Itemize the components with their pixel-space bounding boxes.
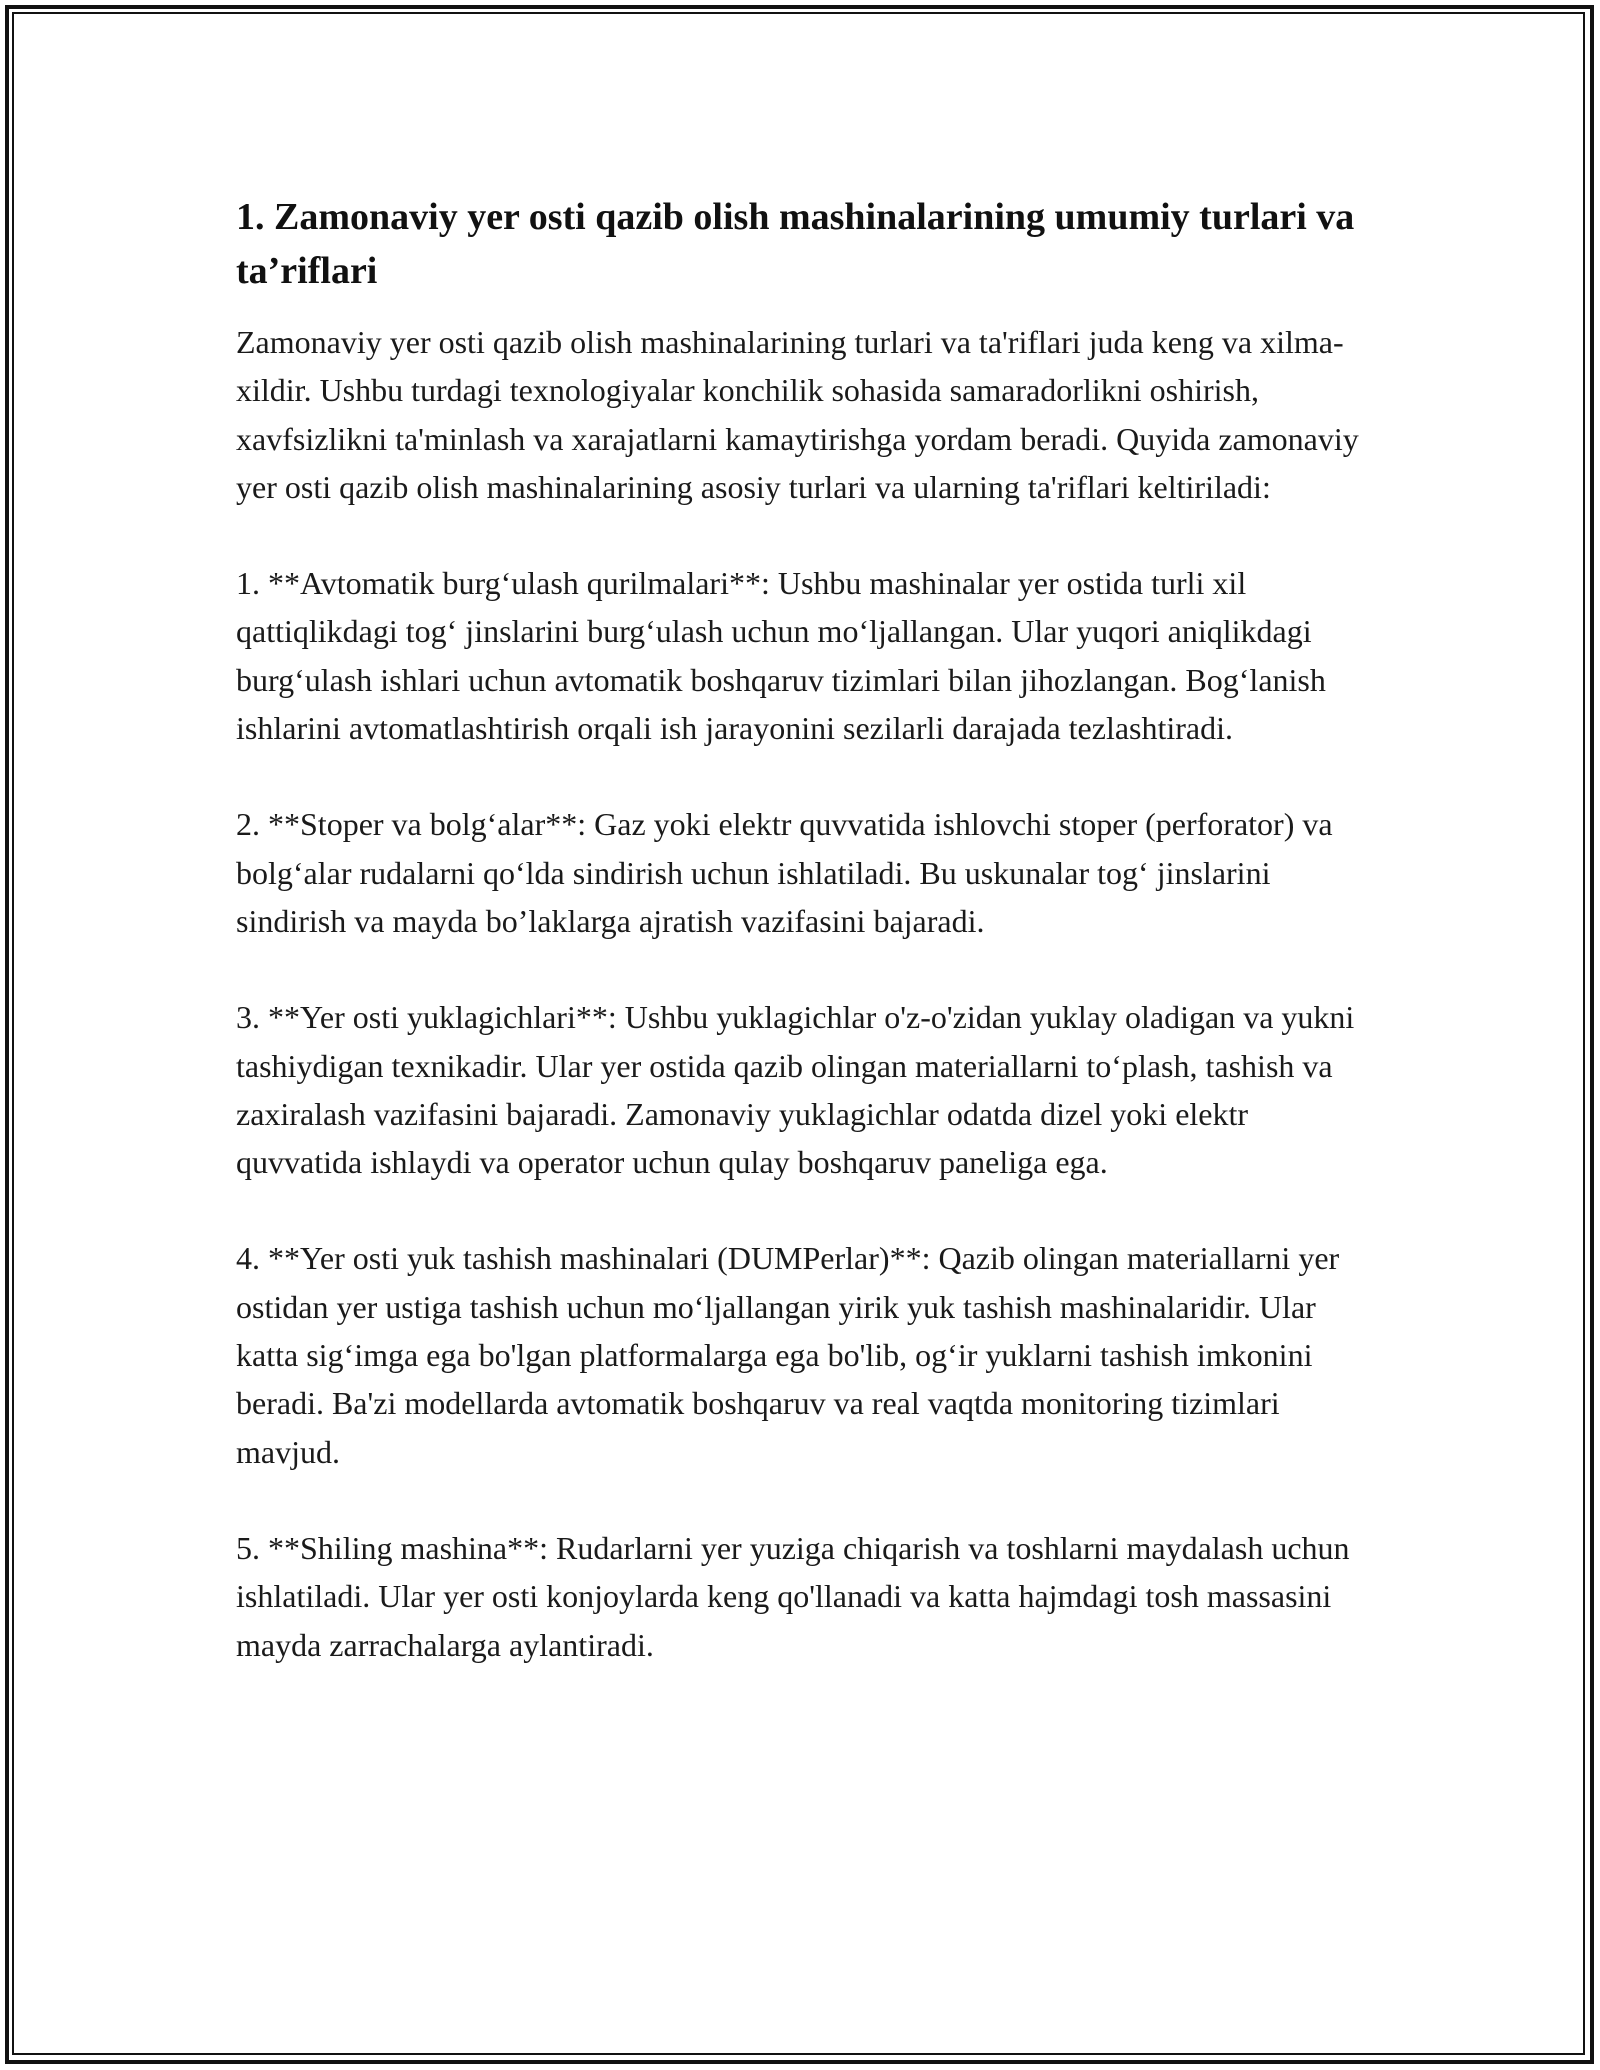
list-item-dump-trucks: 4. **Yer osti yuk tashish mashinalari (DUMPerlar)**: Qazib olingan materiallarni yer ostidan yer ustiga tashish uchun mo‘ljallangan yirik yuk tashish mashinalaridir. Ular katta sig‘imga ega bo'lgan platformalarga ega bo'lib, og‘ir yuklarni tashish imkonini beradi. Ba'zi modellarda avtomatik boshqaruv va real vaqtda monitoring tizimlari mavjud.: [236, 1240, 1340, 1470]
section-title: 1. Zamonaviy yer osti qazib olish mashinalarining umumiy turlari va ta’riflari: [236, 196, 1355, 292]
list-item-drilling-rigs: 1. **Avtomatik burg‘ulash qurilmalari**: Ushbu mashinalar yer ostida turli xil qattiqlikdagi tog‘ jinslarini burg‘ulash uchun mo‘ljallangan. Ular yuqori aniqlikdagi burg‘ulash ishlari uchun avtomatik boshqaruv tizimlari bilan jihozlangan. Bog‘lanish ishlarini avtomatlashtirish orqali ish jarayonini sezilarli darajada tezlashtiradi.: [236, 565, 1326, 747]
list-item-underground-loaders: 3. **Yer osti yuklagichlari**: Ushbu yuklagichlar o'z-o'zidan yuklay oladigan va yukni tashiydigan texnikadir. Ular yer ostida qazib olingan materiallarni to‘plash, tashish va zaxiralash vazifasini bajaradi. Zamonaviy yuklagichlar odatda dizel yoki elektr quvvatida ishlaydi va operator uchun qulay boshqaruv paneliga ega.: [236, 999, 1355, 1181]
list-item-stoper-hammers: 2. **Stoper va bolg‘alar**: Gaz yoki elektr quvvatida ishlovchi stoper (perforator) va bolg‘alar rudalarni qo‘lda sindirish uchun ishlatiladi. Bu uskunalar tog‘ jinslarini sindirish va mayda bo’laklarga ajratish vazifasini bajaradi.: [236, 806, 1333, 939]
intro-paragraph: Zamonaviy yer osti qazib olish mashinalarining turlari va ta'riflari juda keng va xilma-xildir. Ushbu turdagi texnologiyalar konchilik sohasida samaradorlikni oshirish, xavfsizlikni ta'minlash va xarajatlarni kamaytirishga yordam beradi. Quyida zamonaviy yer osti qazib olish mashinalarining asosiy turlari va ularning ta'riflari keltiriladi:: [236, 324, 1359, 505]
document-body: [236, 190, 1366, 1717]
list-item-shiling-machine: 5. **Shiling mashina**: Rudarlarni yer yuziga chiqarish va toshlarni maydalash uchun ishlatiladi. Ular yer osti konjoylarda keng qo'llanadi va katta hajmdagi tosh massasini mayda zarrachalarga aylantiradi.: [236, 1529, 1350, 1663]
